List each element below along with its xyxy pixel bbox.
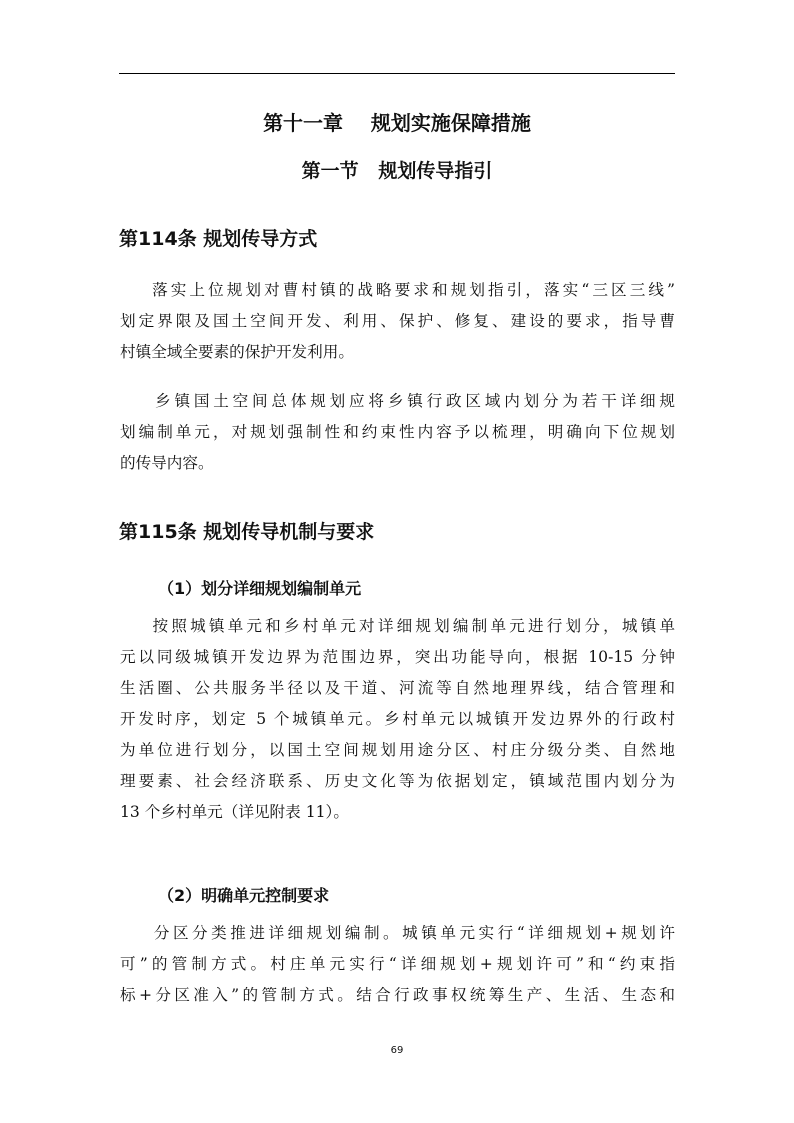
text-line: 开发时序，划定 5 个城镇单元。乡村单元以城镇开发边界外的行政村 xyxy=(120,710,675,728)
text-line: 乡镇国土空间总体规划应将乡镇行政区域内划分为若干详细规 xyxy=(120,392,675,410)
header-rule xyxy=(119,73,675,74)
text-line: 的传导内容。 xyxy=(120,454,214,472)
text-line: 为单位进行划分，以国土空间规划用途分区、村庄分级分类、自然地 xyxy=(120,741,675,759)
text-line: 理要素、社会经济联系、历史文化等为依据划定，镇域范围内划分为 xyxy=(120,772,675,790)
article-115-paragraph-2 xyxy=(120,918,675,1011)
subheading-1: （1）划分详细规划编制单元 xyxy=(158,579,362,598)
page-number: 69 xyxy=(390,1045,404,1056)
text-line: 落实上位规划对曹村镇的战略要求和规划指引，落实“三区三线” xyxy=(120,281,675,299)
article-115-paragraph-1 xyxy=(120,611,675,828)
text-line: 按照城镇单元和乡村单元对详细规划编制单元进行划分，城镇单 xyxy=(120,617,675,635)
text-line: 划编制单元，对规划强制性和约束性内容予以梳理，明确向下位规划 xyxy=(120,423,675,441)
article-115-title: 第115条 规划传导机制与要求 xyxy=(119,521,375,543)
section-title: 第一节 规划传导指引 xyxy=(301,160,493,182)
article-114-paragraph-2 xyxy=(120,386,675,479)
text-line: 可”的管制方式。村庄单元实行“详细规划+规划许可”和“约束指 xyxy=(120,955,675,973)
text-line: 元以同级城镇开发边界为范围边界，突出功能导向，根据 10-15 分钟 xyxy=(120,648,675,666)
article-114-title: 第114条 规划传导方式 xyxy=(119,228,318,250)
text-line: 13 个乡村单元（详见附表 11）。 xyxy=(120,803,349,821)
text-line: 分区分类推进详细规划编制。城镇单元实行“详细规划+规划许 xyxy=(120,924,675,942)
subheading-2: （2）明确单元控制要求 xyxy=(158,886,330,905)
text-line: 划定界限及国土空间开发、利用、保护、修复、建设的要求，指导曹 xyxy=(120,312,675,330)
article-114-paragraph-1 xyxy=(120,275,675,368)
chapter-title: 第十一章 规划实施保障措施 xyxy=(263,111,531,135)
text-line: 生活圈、公共服务半径以及干道、河流等自然地理界线，结合管理和 xyxy=(120,679,675,697)
text-line: 村镇全域全要素的保护开发利用。 xyxy=(120,343,354,361)
text-line: 标+分区准入”的管制方式。结合行政事权统筹生产、生活、生态和 xyxy=(120,986,675,1004)
